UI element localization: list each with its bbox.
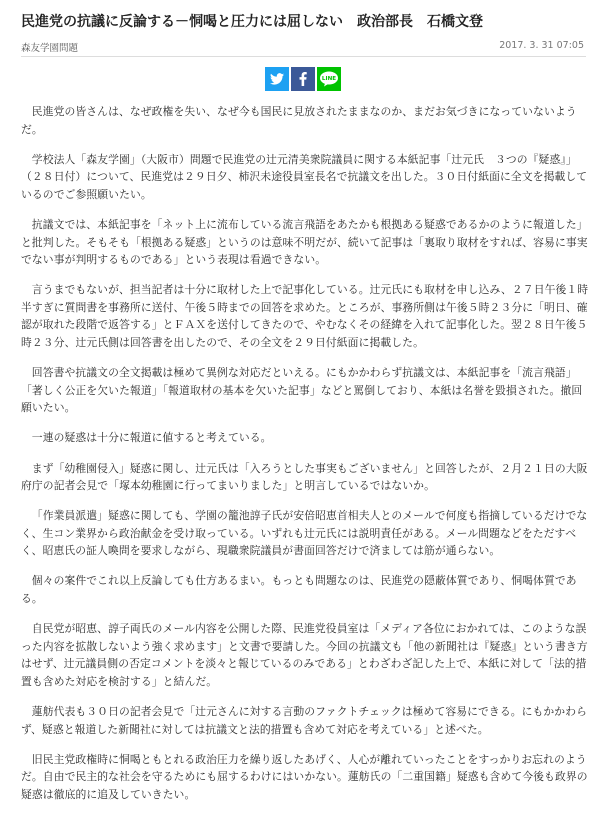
article-paragraph: 言うまでもないが、担当記者は十分に取材した上で記事化している。辻元氏にも取材を申し込み、２７日午後１時半すぎに質問書を事務所に送付、午後５時までの回答を求めた。ところが、事務所側は午後５時２３分に「明日、確認が取れた段階で返答する」とＦＡＸを送付してきたので、やむなくその経緯を入れて記事化した。翌２８日午後５時２３分、辻元氏側は回答書を出したので、その全文を２９日付紙面に掲載した。 — [21, 283, 589, 350]
header-divider — [21, 56, 586, 57]
line-icon — [319, 71, 339, 87]
article-paragraph: まず「幼稚園侵入」疑惑に関し、辻元氏は「入ろうとした事実もございません」と回答したが、２月２１日の大阪府庁の記者会見で「塚本幼稚園に行ってまいりました」と明言しているではないか。 — [21, 461, 588, 493]
line-share-button[interactable] — [317, 67, 341, 91]
article-paragraph: 抗議文では、本紙記事を「ネット上に流布している流言飛語をあたかも根拠ある疑惑であるかのように報道した」と批判した。そもそも「根拠ある疑惑」というのは意味不明だが、続いて記事は「裏取り取材をすれば、容易に事実でない事が判明するものである」という表現は看過できない。 — [21, 217, 588, 267]
twitter-icon — [270, 73, 284, 85]
article-paragraph: 回答書や抗議文の全文掲載は極めて異例な対応だといえる。にもかかわらず抗議文は、本紙記事を「流言飛語」「著しく公正を欠いた報道」「報道取材の基本を欠いた記事」などと罵倒しており、本紙は名誉を毀損された。撤回願いたい。 — [21, 366, 583, 415]
article-paragraph: 学校法人「森友学園」（大阪市）問題で民進党の辻元清美衆院議員に関する本紙記事「辻元氏 ３つの『疑惑』」（２８日付）について、民進党は２９日夕、柿沢未途役員室長名で抗議文を出した。３０日付紙面に全文を掲載しているのでご参照願いたい。 — [21, 152, 588, 201]
twitter-share-button[interactable] — [265, 67, 289, 91]
article-paragraph: 民進党の皆さんは、なぜ政権を失い、なぜ今も国民に見放されたままなのか、まだお気づきになっていないようだ。 — [21, 105, 577, 136]
article-body — [21, 103, 589, 816]
article-date: 2017. 3. 31 07:05 — [499, 40, 584, 51]
line-label: LINE — [321, 76, 337, 83]
share-buttons — [0, 67, 606, 91]
category-link[interactable]: 森友学園問題 — [21, 43, 79, 54]
article-paragraph: 自民党が昭恵、諄子両氏のメール内容を公開した際、民進党役員室は「メディア各位におかれては、このような誤った内容を拡散しないよう強く求めます」と文書で要請した。今回の抗議文も「他の新聞社は『疑惑』という書き方はせず、辻元議員側の否定コメントを淡々と報じているのみである」とわざわざ記した上で、本紙に対して「法的措置も含めた対応を検討する」と結んだ。 — [21, 622, 588, 688]
facebook-icon — [299, 72, 307, 86]
article-paragraph: 旧民主党政権時に恫喝ともとれる政治圧力を繰り返したあげく、人心が離れていったことをすっかりお忘れのようだ。自由で民主的な社会を守るためにも屈するわけにはいかない。蓮舫氏の「二重国籍」疑惑も含めて今後も政界の疑惑は徹底的に追及していきたい。 — [21, 752, 588, 801]
article-paragraph: 個々の案件でこれ以上反論しても仕方あるまい。もっとも問題なのは、民進党の隠蔽体質であり、恫喝体質である。 — [21, 574, 577, 606]
article-paragraph: 蓮舫代表も３０日の記者会見で「辻元さんに対する言動のファクトチェックは極めて容易にできる。にもかかわらず、疑惑と報道した新聞社に対しては抗議文と法的措置も含めて対応を考えている」と述べた。 — [21, 705, 587, 736]
facebook-share-button[interactable] — [291, 67, 315, 91]
article-headline: 民進党の抗議に反論する－恫喝と圧力には屈しない 政治部長 石橋文登 — [21, 14, 483, 30]
article-paragraph: 一連の疑惑は十分に報道に値すると考えている。 — [31, 431, 272, 445]
article-paragraph: 「作業員派遣」疑惑に関しても、学園の籠池諄子氏が安倍昭恵首相夫人とのメールで何度も指摘しているだけでなく、生コン業界から政治献金を受け取っている。いずれも辻元氏には説明責任がある。メール問題などをただすべく、昭恵氏の証人喚問を要求しながら、現職衆院議員が書面回答だけで済ましては筋が通らない。 — [21, 509, 588, 558]
